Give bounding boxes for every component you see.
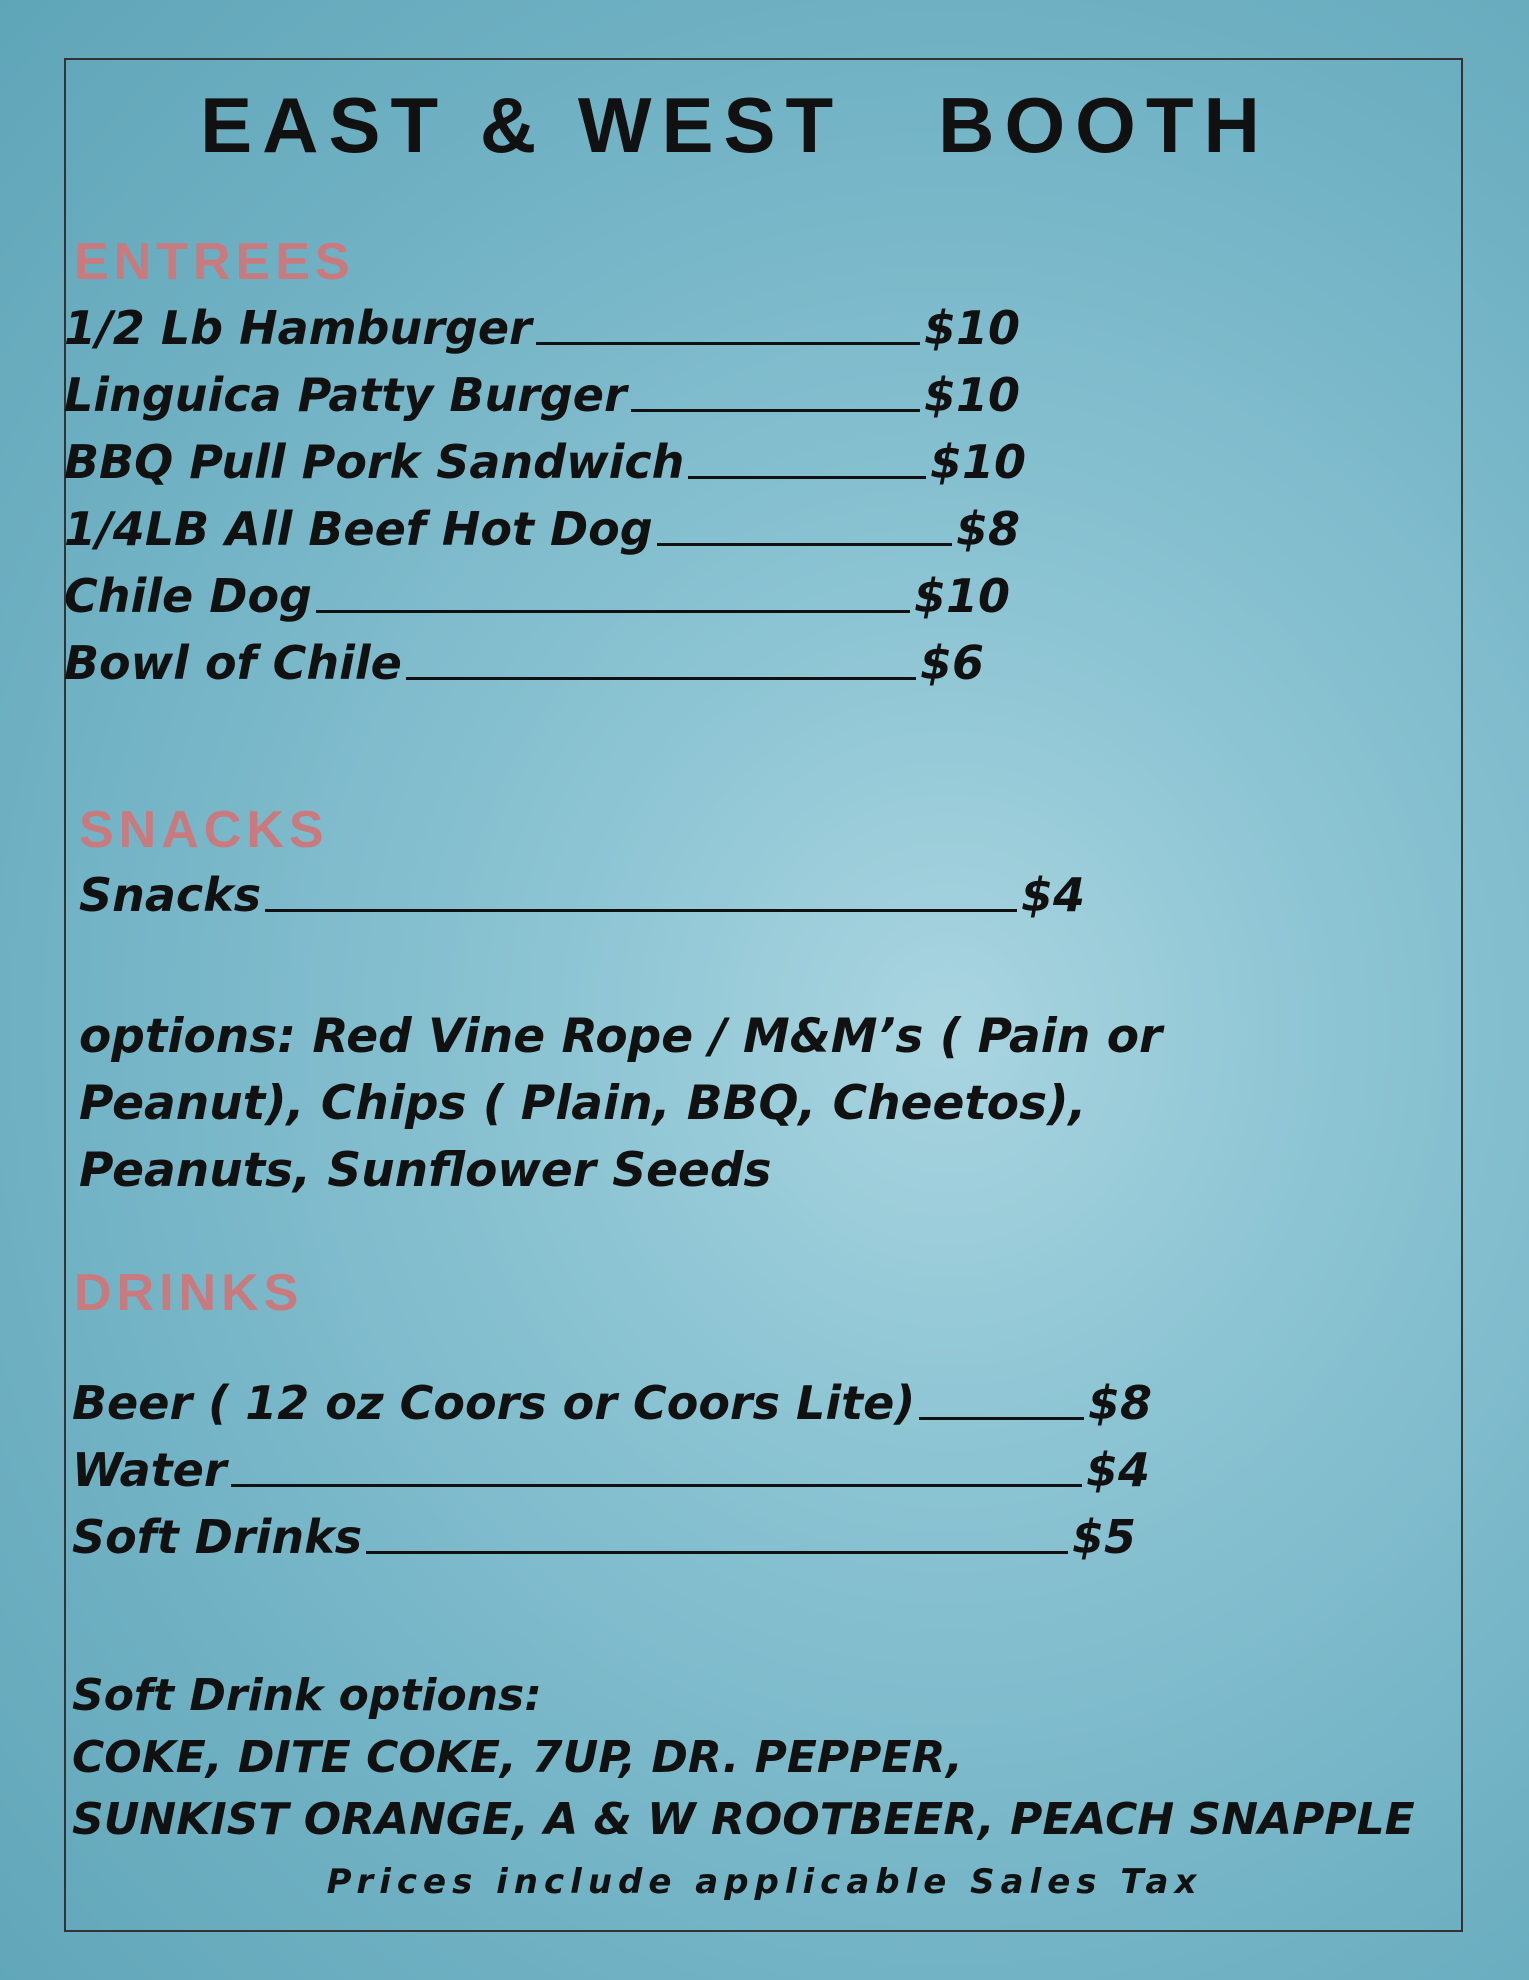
item-name: 1/4LB All Beef Hot Dog — [64, 502, 653, 556]
menu-item-bbq-pork-sandwich — [64, 436, 1026, 489]
soft-drink-options-line: COKE, DITE COKE, 7UP, DR. PEPPER, — [72, 1732, 963, 1783]
soft-drink-options-line: SUNKIST ORANGE, A & W ROOTBEER, PEACH SNAPPLE — [72, 1794, 1415, 1845]
item-name: Beer ( 12 oz Coors or Coors Lite) — [72, 1376, 916, 1430]
item-price: $10 — [923, 368, 1020, 422]
leader-line — [688, 476, 926, 479]
menu-item-beer — [72, 1377, 1152, 1430]
leader-line — [231, 1484, 1082, 1487]
item-name: Soft Drinks — [72, 1510, 363, 1564]
drinks-heading: DRINKS — [74, 1264, 304, 1322]
menu-item-chile-dog — [64, 570, 1010, 623]
leader-line — [536, 342, 920, 345]
menu-title: EAST & WEST BOOTH — [200, 81, 1270, 169]
leader-line — [316, 610, 910, 613]
snack-options-line: Peanut), Chips ( Plain, BBQ, Cheetos), — [79, 1076, 1087, 1131]
snack-options-line: Peanuts, Sunflower Seeds — [79, 1143, 772, 1198]
leader-line — [631, 409, 920, 412]
soft-drink-options — [72, 1665, 1415, 1851]
leader-line — [657, 543, 952, 546]
menu-item-water — [72, 1444, 1150, 1497]
soft-drink-options-line: Soft Drink options: — [72, 1670, 542, 1721]
menu-item-hamburger — [64, 302, 1020, 355]
item-name: Linguica Patty Burger — [64, 368, 627, 422]
item-price: $5 — [1071, 1510, 1136, 1564]
snack-options-line: options: Red Vine Rope / M&M’s ( Pain or — [79, 1009, 1163, 1064]
item-price: $10 — [923, 301, 1020, 355]
snack-options — [79, 1003, 1162, 1204]
menu-item-bowl-of-chile — [64, 637, 984, 690]
entrees-heading: ENTREES — [74, 233, 355, 291]
leader-line — [406, 677, 916, 680]
item-price: $10 — [929, 435, 1026, 489]
menu-item-hot-dog — [64, 503, 1020, 556]
item-name: Snacks — [79, 868, 262, 922]
item-name: 1/2 Lb Hamburger — [64, 301, 532, 355]
item-name: Water — [72, 1443, 227, 1497]
item-name: Bowl of Chile — [64, 636, 402, 690]
menu-item-snacks — [79, 869, 1085, 922]
leader-line — [919, 1417, 1084, 1420]
menu-item-soft-drinks — [72, 1511, 1136, 1564]
snacks-heading: SNACKS — [79, 801, 329, 859]
item-price: $8 — [1087, 1376, 1152, 1430]
item-price: $4 — [1020, 868, 1085, 922]
leader-line — [366, 1551, 1068, 1554]
leader-line — [265, 909, 1017, 912]
item-name: BBQ Pull Pork Sandwich — [64, 435, 685, 489]
item-price: $10 — [913, 569, 1010, 623]
menu-item-linguica-burger — [64, 369, 1020, 422]
item-price: $6 — [919, 636, 984, 690]
item-price: $4 — [1085, 1443, 1150, 1497]
sales-tax-note: Prices include applicable Sales Tax — [326, 1862, 1203, 1902]
item-name: Chile Dog — [64, 569, 312, 623]
item-price: $8 — [955, 502, 1020, 556]
